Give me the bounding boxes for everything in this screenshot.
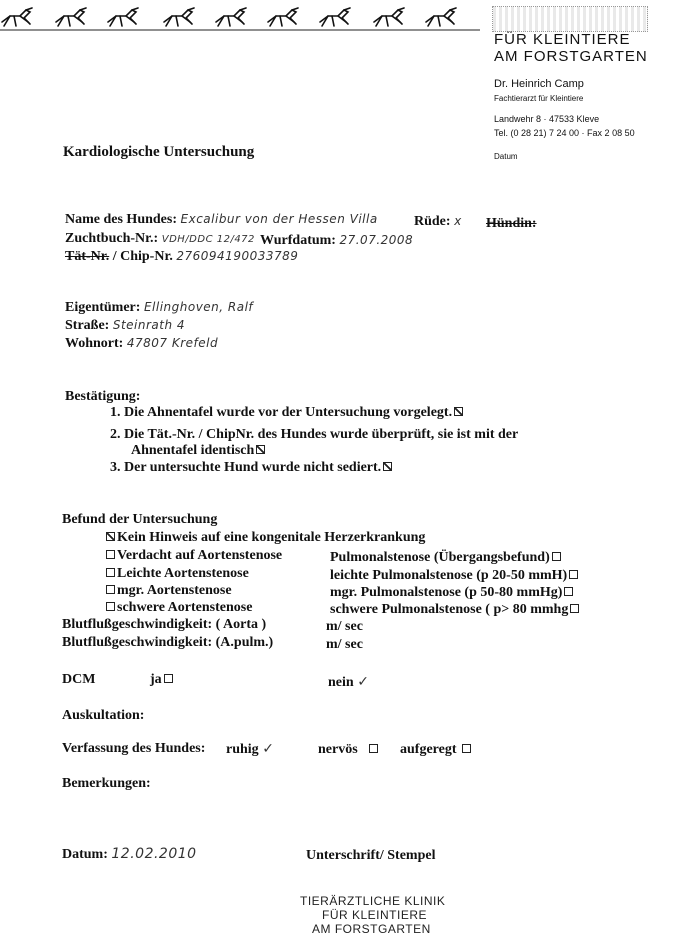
street-value: Steinrath 4	[112, 318, 186, 332]
checkbox[interactable]	[106, 585, 115, 594]
doctor-name: Dr. Heinrich Camp	[494, 78, 584, 90]
checkbox[interactable]	[462, 744, 471, 753]
dcm-label: DCM	[62, 672, 96, 687]
city-value: 47807 Krefeld	[126, 336, 219, 350]
dog-name-value: Excalibur von der Hessen Villa	[180, 212, 378, 226]
checkbox[interactable]	[106, 568, 115, 577]
condition-nervous	[318, 742, 380, 758]
condition-label: Verfassung des Hundes:	[62, 741, 206, 756]
chip-label: / Chip-Nr.	[112, 249, 173, 264]
owner-row	[65, 300, 253, 316]
item-number: 2.	[110, 427, 121, 442]
findings-heading: Befund der Untersuchung	[62, 512, 218, 527]
dog-name-row	[65, 212, 378, 228]
checkbox[interactable]	[552, 552, 561, 561]
street-row	[65, 318, 185, 334]
dcm-yes	[150, 672, 175, 688]
male-mark: x	[454, 214, 462, 228]
footer-date-value: 12.02.2010	[111, 846, 197, 862]
birth-label: Wurfdatum:	[260, 233, 336, 248]
header-date-label: Datum	[494, 152, 518, 161]
item-text: Die Tät.-Nr. / ChipNr. des Hundes wurde überprüft, sie ist mit der	[124, 427, 519, 442]
dcm-no	[328, 674, 369, 691]
flow-aorta-label: Blutflußgeschwindigkeit: ( Aorta )	[62, 617, 267, 632]
tat-label: Tät-Nr.	[65, 249, 110, 264]
birth-value: 27.07.2008	[339, 233, 414, 247]
city-row	[65, 336, 218, 352]
confirmation-heading: Bestätigung:	[65, 389, 141, 404]
confirmation-item-2-cont	[131, 443, 267, 459]
confirmation-item-3	[110, 460, 394, 476]
finding-label: schwere Aortenstenose	[117, 600, 253, 615]
checkbox[interactable]	[106, 532, 115, 541]
footer-date-row	[62, 846, 197, 863]
condition-excited-label: aufgeregt	[400, 742, 457, 757]
checkbox[interactable]	[164, 674, 173, 683]
finding-label: leichte Pulmonalstenose (p 20-50 mmH)	[330, 568, 568, 583]
stamp-line1: TIERÄRZTLICHE KLINIK	[300, 894, 446, 908]
checkbox[interactable]	[564, 587, 573, 596]
signature-label: Unterschrift/ Stempel	[306, 848, 436, 863]
studbook-row	[65, 231, 255, 247]
checkbox[interactable]	[569, 570, 578, 579]
no-finding-text: Kein Hinweis auf eine kongenitale Herzerkrankung	[117, 530, 426, 545]
condition-calm	[226, 741, 274, 758]
finding-label: schwere Pulmonalstenose ( p> 80 mmhg	[330, 602, 569, 617]
owner-value: Ellinghoven, Ralf	[143, 300, 254, 314]
item-text: Der untersuchte Hund wurde nicht sediert.	[124, 460, 382, 475]
finding-left-3	[104, 583, 232, 599]
doctor-title: Fachtierarzt für Kleintiere	[494, 94, 584, 103]
finding-right-3	[330, 585, 575, 601]
remarks-label: Bemerkungen:	[62, 776, 151, 791]
chip-row	[65, 249, 298, 265]
page-title: Kardiologische Untersuchung	[63, 144, 255, 160]
finding-label: Verdacht auf Aortenstenose	[117, 548, 283, 563]
auscultation-label: Auskultation:	[62, 708, 145, 723]
finding-right-4	[330, 602, 581, 618]
birth-row	[260, 233, 413, 249]
dcm-yes-label: ja	[150, 672, 162, 687]
finding-label: mgr. Pulmonalstenose (p 50-80 mmHg)	[330, 585, 563, 600]
chip-value: 276094190033789	[176, 249, 299, 263]
checkbox[interactable]	[454, 407, 463, 416]
finding-left-2	[104, 566, 249, 582]
stamp-line2: FÜR KLEINTIERE	[322, 908, 428, 922]
street-label: Straße:	[65, 318, 110, 333]
finding-left-4	[104, 600, 252, 616]
checkbox[interactable]	[383, 462, 392, 471]
flow-aorta-unit: m/ sec	[326, 619, 363, 634]
female-label: Hündin:	[486, 216, 537, 231]
flow-apulm-label: Blutflußgeschwindigkeit: (A.pulm.)	[62, 635, 274, 650]
condition-nervous-label: nervös	[318, 742, 358, 757]
checkbox[interactable]	[369, 744, 378, 753]
footer-date-label: Datum:	[62, 847, 108, 862]
flow-apulm-unit: m/ sec	[326, 637, 363, 652]
checkbox[interactable]	[106, 550, 115, 559]
dcm-no-label: nein	[328, 675, 354, 690]
male-row	[414, 214, 462, 230]
clinic-phone: Tel. (0 28 21) 7 24 00 · Fax 2 08 50	[494, 128, 635, 138]
item-number: 1.	[110, 405, 121, 420]
dog-name-label: Name des Hundes:	[65, 212, 178, 227]
condition-calm-label: ruhig	[226, 742, 259, 757]
studbook-label: Zuchtbuch-Nr.:	[65, 231, 159, 246]
checkbox[interactable]	[106, 602, 115, 611]
finding-label: Leichte Aortenstenose	[117, 566, 249, 581]
item-number: 3.	[110, 460, 121, 475]
running-dogs-band	[0, 0, 480, 36]
stamp-line3: AM FORSTGARTEN	[312, 922, 431, 936]
finding-right-1	[330, 550, 563, 566]
owner-label: Eigentümer:	[65, 300, 141, 315]
confirmation-item-1	[110, 405, 465, 421]
clinic-address: Landwehr 8 · 47533 Kleve	[494, 114, 600, 124]
male-label: Rüde:	[414, 214, 451, 229]
no-finding-row	[104, 530, 425, 546]
checkbox[interactable]	[570, 604, 579, 613]
finding-left-1	[104, 548, 282, 564]
finding-label: Pulmonalstenose (Übergangsbefund)	[330, 550, 550, 565]
condition-excited	[400, 742, 473, 758]
item-text: Die Ahnentafel wurde vor der Untersuchung vorgelegt.	[124, 405, 453, 420]
item-text: Ahnentafel identisch	[131, 443, 255, 458]
checkmark-icon: ✓	[262, 741, 275, 757]
finding-right-2	[330, 568, 580, 584]
clinic-name-line2: AM FORSTGARTEN	[494, 48, 648, 65]
checkmark-icon: ✓	[357, 674, 370, 690]
confirmation-item-2	[110, 427, 518, 443]
studbook-value: VDH/DDC 12/472	[161, 234, 255, 245]
finding-label: mgr. Aortenstenose	[117, 583, 232, 598]
clinic-name-line1: FÜR KLEINTIERE	[494, 31, 631, 48]
checkbox[interactable]	[256, 445, 265, 454]
city-label: Wohnort:	[65, 336, 124, 351]
clinic-logo	[492, 6, 648, 32]
